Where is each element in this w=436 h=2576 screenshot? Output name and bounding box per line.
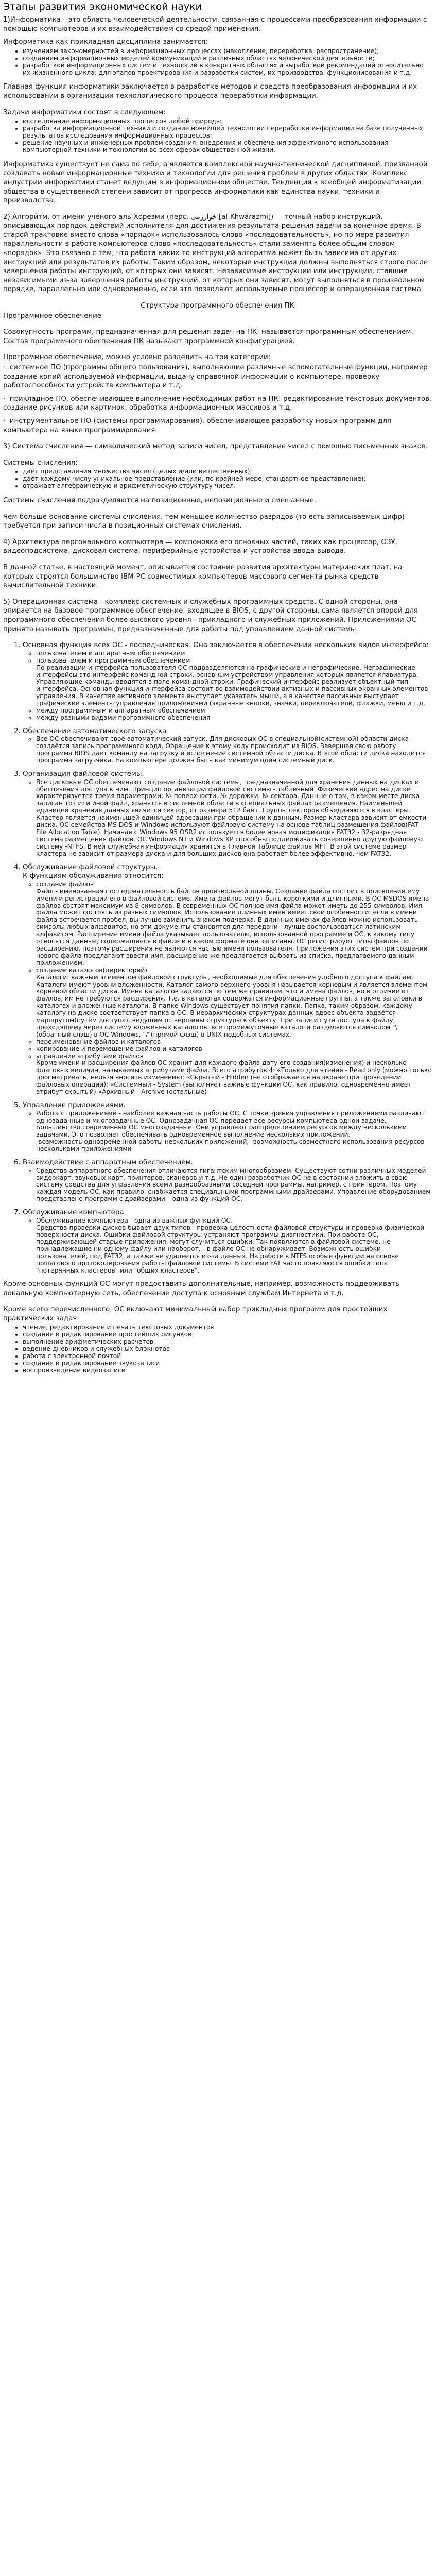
list-item: • работа с электронной почтой <box>23 1353 432 1360</box>
list-item: • создание и редактирование простейших рисунков <box>23 1331 432 1338</box>
list-item: ◦ между программным и аппаратным обеспечением <box>36 707 432 715</box>
tasks-heading: Задачи информатики состоят в следующем: <box>3 108 166 116</box>
numeral-base-paragraph: Чем больше основание системы счисления, тем меньшее количество разрядов (то есть записываемых цифр) требуется при записи числа в позиционных системах счисления. <box>3 513 405 530</box>
os-function-item <box>23 770 432 858</box>
os-fs-list <box>23 779 432 858</box>
os-interface-list <box>23 650 432 722</box>
po-categories-intro: Программное обеспечение, можно условно разделить на три категории: <box>3 353 271 362</box>
list-item: • воспроизведение видеозаписи <box>23 1367 432 1375</box>
algorithm-paragraph: 2) Алгори́тм, от имени учёного аль-Хорезми (перс. خوارزمی‎ [al-Khwārazmī]) — точный набор инструкций, описывающих порядок действий исполнителя для достижения результата решения задачи за конечное время. В старой трактовке вместо слова «порядок» использовалось слово «последовательность», но по мере развития параллельности в работе компьютеров слово «последовательность» стали заменять более общим словом «порядок». Это связано с тем, что работа каких-то инструкций алгоритма может быть зависима от других инструкций или результатов их работы. Таким образом, некоторые инструкции должны выполняться строго после завершения работы инструкций, от которых они зависят. Независимые инструкции или инструкции, ставшие независимыми из-за завершения работы инструкций, от которых они зависят, могут выполняться в произвольном порядке, параллельно или одновременно, если это позволяют используемые процессор и операционная система <box>3 213 428 294</box>
page-title: Этапы развития экономической науки <box>3 1 432 13</box>
list-item: ◦ пользователем и аппаратным обеспечением <box>36 650 432 657</box>
po-category-text: системное ПО (программы общего пользования), выполняющие различные вспомогательные функции, например создание копий используемой информации, выдачу справочной информации о компьютере, проверку работоспособности устройств компьютера и т.д. <box>3 364 428 390</box>
po-definition: Совокупность программ, предназначенная для решения задач на ПК, называется программным обеспечением. Состав программного обеспечения ПК называют программной конфигурацией. <box>3 328 413 345</box>
os-fs-service-list <box>23 881 432 1096</box>
list-item: ◦ между разными видами программного обеспечения <box>36 715 432 722</box>
po-category-applied: · прикладное ПО, обеспечивающее выполнение необходимых работ на ПК: редактирование текстовых документов, создание рисунков или картинок, обработка информационных массивов и т.д. <box>3 395 432 412</box>
list-item-extra: По реализации интерфейса пользователя ОС подразделяются на графические и неграфические. Неграфические интерфейсы это интерфейс командной строки, основным устройством управления которых является клавиатура. Управляющие команды вводятся в поле командной строки. Графический интерфейс реализует объектный тип интерфейса. Основная функция интерфейса состоит во взаимодействии активных и пассивных экранных элементов управления. В качестве активного элемента выступает указатель мыши, а в качестве пассивных выступает графические элементы управления приложениями (экранные кнопки, значки, переключатели, флажки, меню и т.д. <box>36 664 428 707</box>
po-structure-title: Структура программного обеспечения ПК <box>141 302 294 310</box>
os-function-item <box>23 1158 432 1203</box>
list-item: • чтение, редактирование и печать текстовых документов <box>23 1324 432 1331</box>
society-paragraph: Информатика существует не сама по себе, а является комплексной научно-технической дисциплиной, призванной создавать новые информационные техники и технологии для решения проблем в других областях. Комплекс индустрии информатики станет ведущим в информационном обществе. Тенденция к всеобщей информатизации общества в существенной степени зависит от прогресса информатики как единства науки, техники и производства. <box>3 160 428 205</box>
list-item: • исследование информационных процессов любой природы; <box>23 118 432 125</box>
os-function-item <box>23 641 432 722</box>
po-category-text: инструментальное ПО (системы программирования), обеспечивающее разработку новых программ для компьютера на языке программирования. <box>3 417 391 434</box>
numeral-systems-heading: Системы счисления: <box>3 459 78 467</box>
list-item: • даёт представления множества чисел (целых и/или вещественных); <box>23 468 432 476</box>
list-item: ◦ переименование файлов и каталогов <box>36 1039 432 1046</box>
numeral-heading: 3) Система счисления — символический метод записи чисел, представление чисел с помощью письменных знаков. <box>3 443 428 451</box>
os-function-title: 6. Взаимодействие с аппаратным обеспечением. <box>23 1159 193 1167</box>
arch-current-paragraph: В данной статье, в настоящий момент, описывается состояние развития архитектуры материнских плат, на которых строятся большинство IBM-PC совместимых компьютеров массового сегмента рынка средств вычислительной техники. <box>3 564 403 590</box>
list-item-extra: -возможность одновременной работы нескольких приложений; -возможность совместного использования ресурсов нескольками приложениями <box>36 1138 425 1153</box>
main-function-paragraph: Главная функция информатики заключается в разработке методов и средств преобразования информации и их использовании в организации технологического процесса переработки информации. <box>3 83 417 100</box>
os-hardware-list <box>23 1167 432 1204</box>
intro-subheading: Информатика как прикладная дисциплина занимается: <box>3 38 208 46</box>
list-item-text: создание файлов <box>36 880 94 888</box>
list-item <box>36 657 432 707</box>
numeral-list <box>3 468 432 490</box>
list-item <box>36 881 432 967</box>
os-function-title: 4. Обслуживание файловой структуры. <box>23 863 158 871</box>
os-function-title: 5. Управление приложениями. <box>23 1101 126 1109</box>
list-item-text: пользователем и программным обеспечением <box>36 656 190 664</box>
po-heading: Программное обеспечение <box>3 312 102 320</box>
list-item <box>36 1110 432 1153</box>
os-function-title: 3. Организация файловой системы. <box>23 770 144 778</box>
list-item-extra: Кроме имени и расширения файлов ОС хранит для каждого файла дату его создания(изменения) и несколько флаговых величин, называемых атрибутами файла. Всего атрибутов 4: «Только для чтения - Read only (можно только просматривать, нельзя вносить изменения); «Скрытый - Hidden (не отображается на экране при проведении файловых операций); «Системный - System (выполняет важные функции ОС, как правило, одновременно имеет атрибут скрытый) «Архивный - Archive (остальные) <box>36 1059 432 1096</box>
list-item-extra: Файл - именованная последовательность байтов произвольной длины. Создание файла состоит в присвоении ему имени и регистрации его в файловой системе. Имена файлов могут быть короткими и длинными. В ОС MSDOS имена файлов состоят максимум из 8 символов. В современных ОС полное имя файла может иметь до 255 символов. Имя файла может состоять из разных символов. Использование длинных имен имеет свои особенности: если в имени файла встречается пробел, вы лучше заменить знаком подчерка. В длинных именах файлов можно использовать символы любых алфавитов, но эти документы становятся для передачи - лучше воспользоваться латинским алфавитом. Расширение имени файла указывает пользователю, использованной программе и ОС, к какому типу относятся данные, содержащиеся в файле и в каком формате они записаны. ОС регистрирует типы файлов по расширению, поэтому расширения не являются частью имени пользователя. Приложения этих систем при создании нового файла предлагают ввести имя, расширение же предлагается выбрать из списка, предлагаемого данным приложением. <box>36 887 429 967</box>
list-item-extra: Каталоги: важным элементом файловой структуры, необходимые для обеспечения удобного доступа к файлам. Каталоги имеют уровни вложенности. Каталог самого верхнего уровня называется корневым и является элементом корневой области диска. Имена каталогов задаются по тем же правилам, что и имена файлов, но в отличие от файлов, им не требуются расширения. Т.е. в каталогах содержатся информационные группы, а также заголовки в каталогах и вложенные каталоги. В папке Windows существует понятия папки. Папка, таким образом, каждому каталогу на диске соответствует папка в ОС. В иерархических структурах данных адрес объекта задаётся маршрутом(путём доступа), ведущим от вершины структуры к объекту. При записи пути доступа к файлу, проходящему через систему вложенных каталогов, все промежуточные каталоги разделяются символом "\"(обратный слэш) в ОС Windows, "/"(прямой слэш) в UNIX-подобных системах. <box>36 973 428 1038</box>
list-item <box>36 1053 432 1096</box>
list-item: • изучением закономерностей в информационных процессах (накопление, переработка, распространение); <box>23 48 432 55</box>
os-apps-list <box>23 1110 432 1153</box>
os-function-intro: К функциям обслуживания относится: <box>23 872 164 880</box>
list-item: • создание и редактирование звукозаписи <box>23 1360 432 1367</box>
list-item: ◦ Все ОС обеспечивают своё автоматический запуск. Для дисковых ОС в специальной(системной) области диска создаётся запись программного кода. Обращение к этому коду происходит из BIOS. Завершая свою работу программа BIOS дает команду на загрузку и исполнение системной области диска. В этой области диска находится программа загрузчика. На компьютере должен быть как минимум один системный диск. <box>36 736 432 765</box>
list-item <box>36 967 432 1039</box>
os-function-item <box>23 1101 432 1153</box>
list-item: • выполнение арифметических расчетов <box>23 1338 432 1346</box>
numeral-split-paragraph: Системы счисления подразделяются на позиционные, непозиционные и смешанные. <box>3 497 317 505</box>
list-item-extra: Средства проверки дисков бывает двух типов - проверка целостности файловой структуры и проверка физической поверхности диска. Ошибки файловой структуры устраняют программы диагностики. При работе ОС, поддерживающей старые приложения, могут случиться ошибки. Так появляются в файловой системе, не принадлежащие ни одному файлу или наоборот, - в файле ОС не обнаруживает. Возможность ошибки пользователей, под FAT32, а также не удаляется из-за данных. На работе в NTFS особые функции на основе пошагового протоколирования работы файловой системы. В системе FAT часто появляются ошибки типа "потерянных кластеров" или "общих кластеров". <box>36 1224 425 1275</box>
list-item <box>36 1217 432 1275</box>
os-function-title: 2. Обеспечение автоматического запуска <box>23 727 167 735</box>
po-category-text: прикладное ПО, обеспечивающее выполнение необходимых работ на ПК: редактирование текстовых документов, создание рисунков или картинок, обработка информационных массивов и т.д. <box>3 395 432 412</box>
min-set-list <box>3 1324 432 1374</box>
os-paragraph: 5) Операционная система - комплекс системных и служебных программных средств. С одной стороны, она опирается на базовое программное обеспечение, входящее в BIOS, с другой стороны, сама является опорой для программного обеспечения более высокого уровня - прикладного и служебных приложений. Приложениями ОС принято называть программы, предназначенные для работы под управлением данной системы. <box>3 598 418 633</box>
list-item: • ведение дневников и служебных блокнотов <box>23 1346 432 1353</box>
list-item-text: Обслуживание компьютера - одна из важных функций ОС. <box>36 1216 233 1224</box>
os-function-title: 7. Обслуживание компьютера <box>23 1209 124 1217</box>
os-function-item <box>23 863 432 1096</box>
arch-paragraph: 4) Архитектура персонального компьютера — компоновка его основных частей, таких как процессор, ОЗУ, видеоподсистема, дисковая система, периферийные устройства и устройства ввода-вывода. <box>3 538 397 555</box>
list-item: ◦ Средства аппаратного обеспечения отличаются гигантским многообразием. Существуют сотни различных моделей видеокарт, звуковых карт, принтеров, сканеров и т.д. Не один разработчик ОС не в состоянии вложить в свою систему средства для управления всеми разнообразными соседней программы, например, с принтером. Поэтому каждая модель ОС, как правило, снабжается специальными программными драйверами. Управление оборудованием представлено программ с драйверами – одна из функций ОС. <box>36 1167 432 1204</box>
tasks-list <box>3 118 432 154</box>
list-item: • отражает алгебраическую и арифметическую структуру чисел. <box>23 483 432 490</box>
list-item: ◦ копирование и перемещение файлов и каталогов <box>36 1046 432 1053</box>
list-item: • даёт каждому числу уникальное представление (или, по крайней мере, стандартное представление); <box>23 476 432 483</box>
list-item: • разработкой информационных систем и технологий в конкретных областях и выработкой рекомендаций относительно их жизненного цикла: для этапов проектирования и разработки систем, их производства, функционирования и т.д. <box>23 62 432 77</box>
os-functions-list <box>3 641 432 1275</box>
os-function-title: 1. Основная функция всех ОС - посредническая. Она заключается в обеспечении нескольких видов интерфейса: <box>23 641 429 650</box>
list-item-text: Работа с приложениями - наиболее важная часть работы ОС. С точки зрения управления приложениями различают однозадачные и многозадачные ОС. Однозадачная ОС передает все ресурсы компьютера одной задаче. Большинство современных ОС многозадачные. Они управляют распределением ресурсов между несколькими задачами. Это позволяет обеспечивать одновременное выполнение нескольких приложений. <box>36 1109 425 1139</box>
list-item: • разработка информационной техники и создание новейшей технологии переработки информации на базе полученных результатов исследования информационных процессов; <box>23 125 432 140</box>
list-item: ◦ Все дисковые ОС обеспечивают создание файловой системы, предназначенной для хранения данных на дисках и обеспечения доступа к ним. Принцип организации файловой системы - табличный. Физический адрес на диске характеризуется тремя параметрами: № поверхности, № дорожки, № сектора. Данные о том, в каком месте диска записан тот или иной файл, хранятся в системной области в специальных файлах размещения. Наименьшей единицей хранения данных является сектор, от размера 512 байт. Группы секторов объединяются в кластеры. Кластер является наименьшей единицей адресации при обращении к данным. Размер кластера зависит от емкости диска. ОС семейства MS DOS и Windows используют файловую систему на основе таблиц размещения файлов(FAT - File Allocation Table). Начиная с Windows 95 OSR2 используется более новая модификация FAT32 - 32-разрядная система размещения файлов. ОС Windows NT и Windows XP способны поддерживать совершенно другую файловую систему -NTFS. В ней служебная информация хранится в Главной Таблице файлов MFT. В этой системе размер кластера не зависит от размера диска и для больших дисков она работает более эффективно, чем FAT32. <box>36 779 432 858</box>
os-function-item <box>23 727 432 765</box>
po-category-tools: · инструментальное ПО (системы программирования), обеспечивающее разработку новых программ для компьютера на языке программирования. <box>3 417 391 434</box>
informatics-list <box>3 48 432 77</box>
os-extra-paragraph: Кроме основных функций ОС могут предоставить дополнительные, например, возможность поддерживать локальную компьютерную сеть, обеспечение доступа к основным службам Интернета и т.д. <box>3 1280 399 1297</box>
intro-paragraph: 1)Информатика – это область человеческой деятельности, связанная с процессами преобразования информации с помощью компьютеров и их взаимодействием со средой применения. <box>3 16 427 33</box>
po-category-system: · системное ПО (программы общего пользования), выполняющие различные вспомогательные функции, например создание копий используемой информации, выдачу справочной информации о компьютере, проверку работоспособности устройств компьютера и т.д. <box>3 364 428 390</box>
os-min-set-paragraph: Кроме всего перечисленного, ОС включают минимальный набор прикладных программ для простейших практических задач: <box>3 1306 388 1323</box>
list-item: • созданием информационных моделей коммуникаций в различных областях человеческой деятельности; <box>23 55 432 62</box>
os-service-list <box>23 1217 432 1275</box>
list-item-text: управление атрибутами файлов <box>36 1052 144 1060</box>
os-autostart-list <box>23 736 432 765</box>
os-function-item <box>23 1208 432 1275</box>
list-item: • решение научных и инженерных проблем создания, внедрения и обеспечения эффективного использования компьютерной техники и технологии во всех сферах общественной жизни. <box>23 140 432 154</box>
list-item-text: создание каталогов(директорий) <box>36 966 148 974</box>
